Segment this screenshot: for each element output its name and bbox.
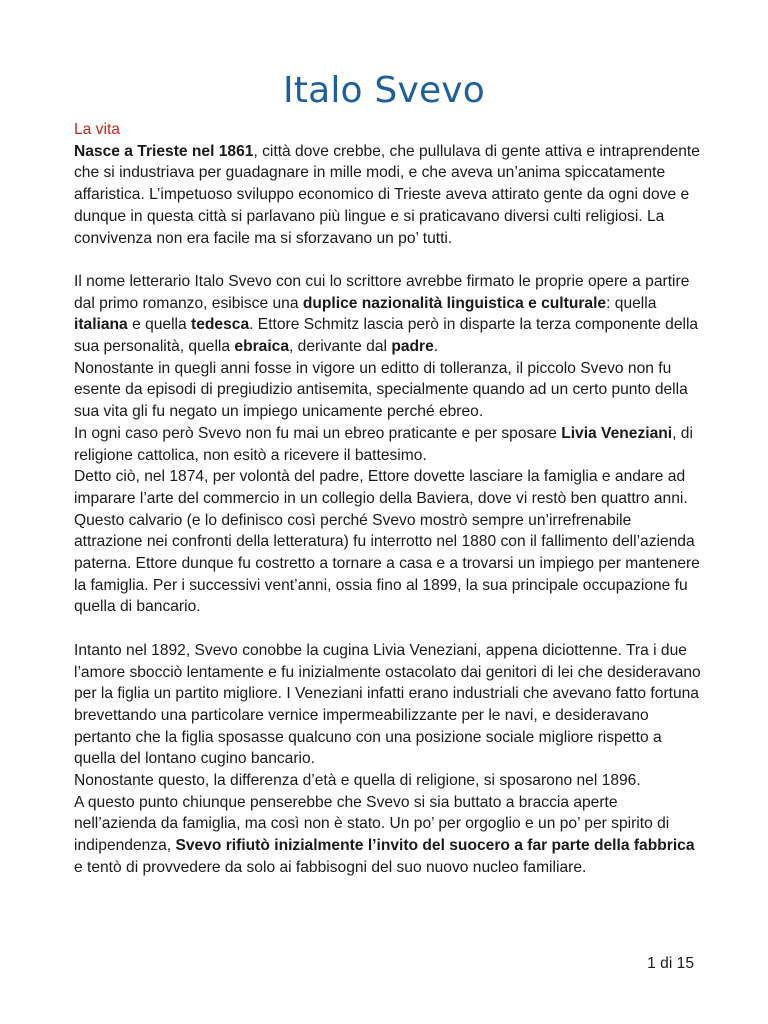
paragraph-2-line-5: Questo calvario (e lo definisco così perché Svevo mostrò sempre un’irrefrenabile attrazione nei confronti della letteratura) fu interrotto nel 1880 con il fallimento dell’azienda paterna. Ettore dunque fu costretto a tornare a casa e a trovarsi un impiego per mantenere la famiglia. Per i successivi vent’anni, ossia fino al 1899, la sua principale occupazione fu quella di bancario. xyxy=(74,511,700,616)
paragraph-text: A questo punto chiunque penserebbe che Svevo si sia buttato a braccia aperte nell’azienda da famiglia, ma così non è stato. Un po’ per orgoglio e un po’ per spirito di indipendenza, xyxy=(74,793,670,855)
bold-phrase: Nasce a Trieste nel 1861 xyxy=(74,142,254,160)
paragraph-text: , di religione cattolica, non esitò a ricevere il battesimo. xyxy=(74,424,693,464)
bold-phrase: duplice nazionalità linguistica e culturale xyxy=(302,294,607,312)
paragraph-spacer xyxy=(74,618,702,640)
document-body xyxy=(74,119,702,879)
paragraph-text: In ogni caso però Svevo non fu mai un ebreo praticante e per sposare xyxy=(74,424,562,442)
paragraph-text: e quella xyxy=(127,316,192,334)
paragraph-2-line-3 xyxy=(74,423,702,466)
bold-phrase: tedesca xyxy=(191,316,250,334)
paragraph-1 xyxy=(74,141,702,250)
paragraph-3-line-3 xyxy=(74,792,702,879)
paragraph-2 xyxy=(74,271,702,358)
paragraph-text: Il nome letterario Italo Svevo con cui lo scrittore avrebbe firmato le proprie opere a partire dal primo romanzo, esibisce una xyxy=(74,272,690,312)
paragraph-text: , città dove crebbe, che pullulava di gente attiva e intraprendente che si industriava per guadagnare in mille modi, e che aveva un’anima spiccatamente affaristica. L’impetuoso sviluppo economico di Trieste aveva attirato gente da ogni dove e dunque in questa città si parlavano più lingue e si praticavano diversi culti religiosi. La convivenza non era facile ma si sforzavano un po’ tutti. xyxy=(74,142,700,247)
bold-phrase: italiana xyxy=(74,316,128,334)
paragraph-text: , derivante dal xyxy=(289,338,392,356)
section-heading: La vita xyxy=(74,121,120,138)
paragraph-2-line-4: Detto ciò, nel 1874, per volontà del padre, Ettore dovette lasciare la famiglia e andare ad imparare l’arte del commercio in un collegio della Baviera, dove vi restò ben quattro anni. xyxy=(74,468,688,507)
bold-phrase: Svevo rifiutò inizialmente l’invito del suocero a far parte della fabbrica xyxy=(175,837,695,855)
page-title: Italo Svevo xyxy=(282,70,486,111)
paragraph-spacer xyxy=(74,249,702,271)
bold-phrase: padre xyxy=(391,338,434,356)
paragraph-text: : quella xyxy=(606,294,657,312)
paragraph-text: e tentò di provvedere da solo ai fabbisogni del suo nuovo nucleo familiare. xyxy=(74,858,587,876)
paragraph-text: . Ettore Schmitz lascia però in disparte la terza componente della sua personalità, quella xyxy=(74,316,699,356)
page-number: 1 di 15 xyxy=(647,955,694,972)
paragraph-3-line-2: Nonostante questo, la differenza d’età e quella di religione, si sposarono nel 1896. xyxy=(74,772,641,790)
paragraph-text: . xyxy=(433,338,439,356)
paragraph-2-line-2: Nonostante in quegli anni fosse in vigore un editto di tolleranza, il piccolo Svevo non fu esente da episodi di pregiudizio antisemita, specialmente quando ad un certo punto della sua vita gli fu negato un impiego unicamente perché ebreo. xyxy=(74,359,688,421)
bold-phrase: Livia Veneziani xyxy=(561,424,673,442)
bold-phrase: ebraica xyxy=(234,338,290,356)
paragraph-3: Intanto nel 1892, Svevo conobbe la cugina Livia Veneziani, appena diciottenne. Tra i due l’amore sbocciò lentamente e fu inizialmente ostacolato dai genitori di lei che desideravano per la figlia un partito migliore. I Veneziani infatti erano industriali che avevano fatto fortuna brevettando una particolare vernice impermeabilizzante per le navi, e desideravano pertanto che la figlia sposasse qualcuno con una posizione sociale migliore rispetto a quella del lontano cugino bancario. xyxy=(74,641,701,768)
